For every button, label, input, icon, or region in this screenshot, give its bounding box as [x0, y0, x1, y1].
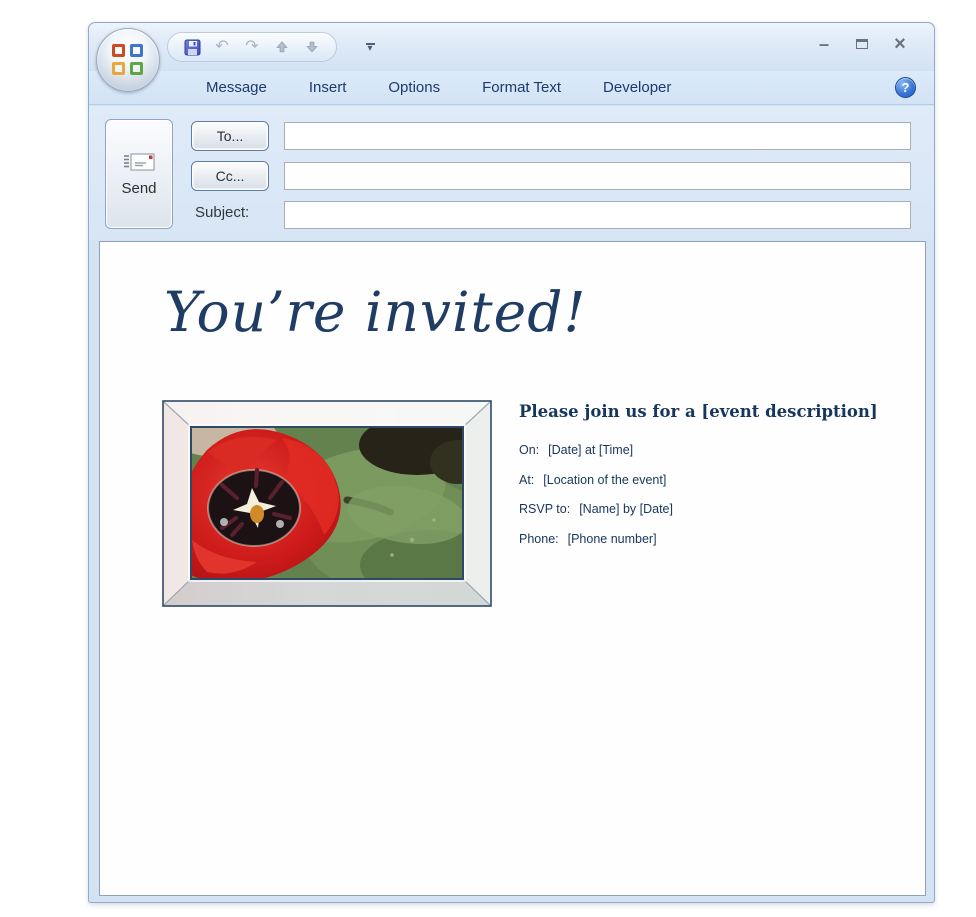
- to-button[interactable]: To...: [191, 121, 269, 151]
- invitation-title: Please join us for a [event description]: [519, 402, 878, 421]
- minimize-button[interactable]: [816, 36, 832, 52]
- detail-row-on: [519, 443, 879, 457]
- close-button[interactable]: [892, 33, 908, 55]
- invitation-heading: You’re invited!: [164, 280, 587, 344]
- message-compose-window: [88, 22, 935, 903]
- subject-label: Subject:: [195, 204, 250, 221]
- detail-value: [Location of the event]: [543, 472, 667, 487]
- ribbon-tab-strip: [89, 71, 934, 105]
- send-envelope-icon: [122, 151, 156, 173]
- undo-button[interactable]: [210, 36, 234, 58]
- tab-message[interactable]: Message: [206, 79, 267, 96]
- maximize-icon: [856, 39, 868, 49]
- title-bar: [89, 23, 934, 71]
- office-logo-icon: [112, 44, 144, 76]
- office-logo-red-block: [112, 44, 125, 57]
- cc-input[interactable]: [284, 162, 911, 190]
- red-tulip-photo: [162, 400, 492, 607]
- tab-developer[interactable]: Developer: [603, 79, 672, 96]
- detail-value: [Name] by [Date]: [579, 502, 673, 516]
- detail-row-phone: [519, 532, 879, 546]
- quick-access-toolbar: [167, 32, 337, 62]
- redo-icon: ↷: [245, 38, 259, 55]
- detail-label: On:: [519, 443, 540, 457]
- detail-label: At:: [519, 472, 535, 487]
- tab-format-text[interactable]: Format Text: [482, 79, 562, 96]
- office-logo-green-block: [130, 62, 143, 75]
- up-arrow-icon: [275, 40, 289, 54]
- to-input[interactable]: [284, 122, 911, 150]
- tab-options[interactable]: Options: [388, 79, 441, 96]
- minimize-icon: –: [818, 34, 829, 54]
- window-controls: [816, 33, 908, 55]
- next-item-button[interactable]: [300, 36, 324, 58]
- save-button[interactable]: [180, 36, 204, 58]
- subject-input[interactable]: [284, 201, 911, 229]
- customize-qat-chevron-icon: ▾: [367, 42, 373, 54]
- detail-value: [Date] at [Time]: [548, 443, 634, 457]
- detail-row-rsvp: [519, 502, 879, 516]
- office-button[interactable]: [96, 28, 160, 92]
- close-icon: ×: [894, 33, 906, 55]
- maximize-button[interactable]: [854, 36, 870, 52]
- cc-button[interactable]: Cc...: [191, 161, 269, 191]
- send-button-label: Send: [121, 180, 157, 197]
- invitation-details: [519, 402, 879, 561]
- down-arrow-icon: [305, 40, 319, 54]
- undo-icon: ↶: [215, 38, 229, 55]
- help-icon: ?: [901, 80, 910, 95]
- message-body[interactable]: [99, 241, 926, 896]
- office-logo-yellow-block: [112, 62, 125, 75]
- detail-label: Phone:: [519, 531, 559, 546]
- tulip-photo-frame[interactable]: [162, 400, 492, 607]
- detail-row-at: [519, 473, 879, 487]
- help-button[interactable]: [895, 77, 916, 98]
- previous-item-button[interactable]: [270, 36, 294, 58]
- detail-value: [Phone number]: [567, 531, 657, 546]
- tab-insert[interactable]: Insert: [308, 79, 347, 96]
- message-header-area: [89, 106, 934, 240]
- detail-label: RSVP to:: [519, 502, 571, 516]
- customize-quick-access-button[interactable]: [361, 37, 379, 57]
- save-icon: [184, 39, 201, 56]
- office-logo-blue-block: [130, 44, 143, 57]
- send-button[interactable]: [105, 119, 173, 229]
- redo-button[interactable]: [240, 36, 264, 58]
